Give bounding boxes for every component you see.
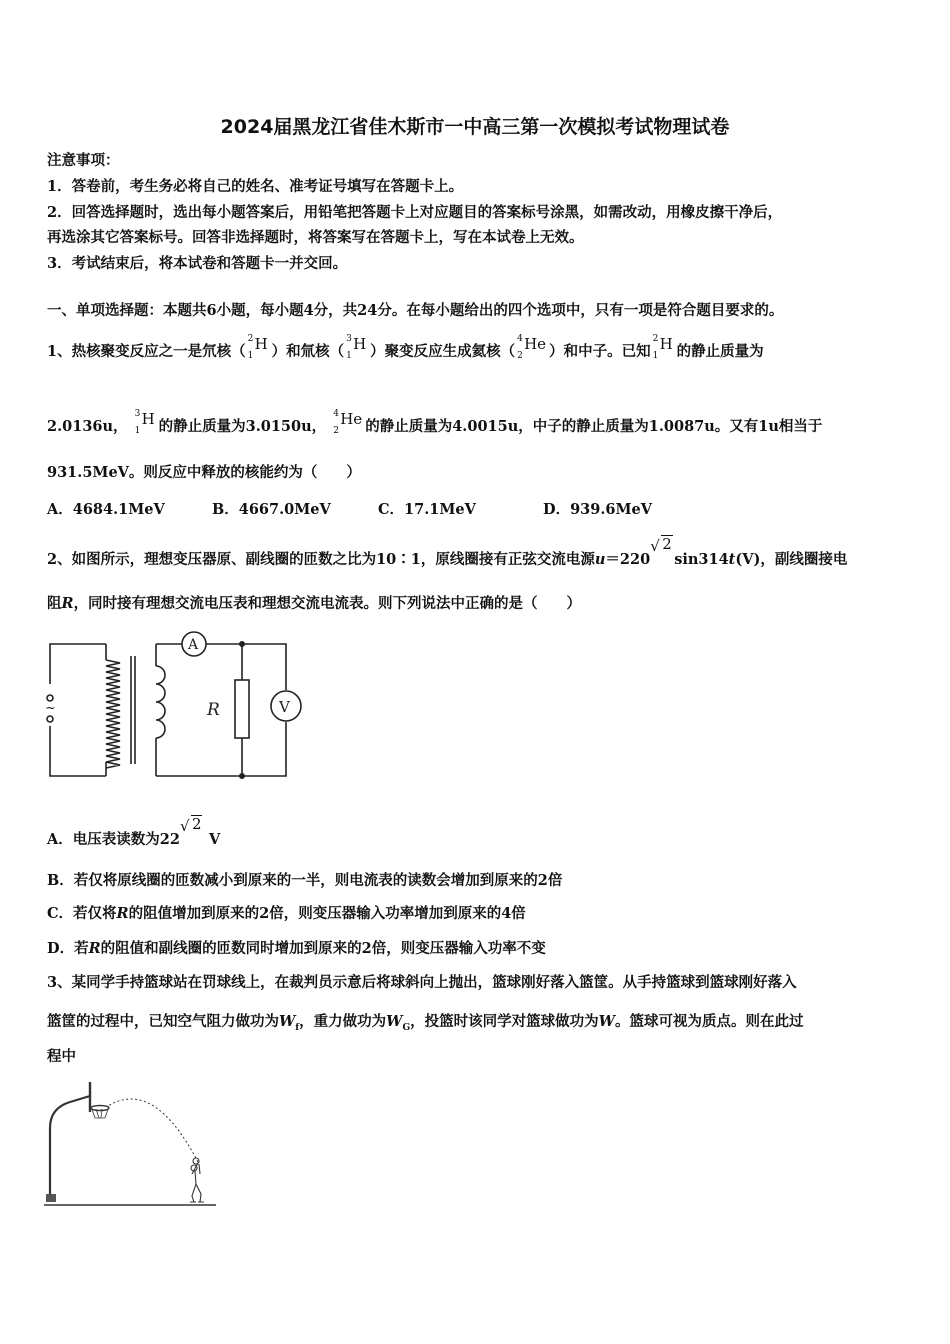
source-terminal-icon (47, 716, 53, 722)
svg-text:A: A (188, 637, 199, 653)
ac-source-icon: ~ (45, 701, 56, 716)
tritium-symbol: 3 1 H (134, 409, 155, 436)
q2-option-a: A．电压表读数为22 √ 2 V (47, 815, 221, 848)
secondary-coil-icon (156, 666, 165, 738)
notice-item: 1．答卷前，考生务必将自己的姓名、准考证号填写在答题卡上。 (47, 178, 464, 195)
hoop-pole-icon (50, 1096, 90, 1202)
primary-coil-icon (106, 660, 120, 768)
deuterium-symbol: 2 1 H (652, 334, 673, 361)
notice-item: 2．回答选择题时，选出每小题答案后，用铅笔把答题卡上对应题目的答案标号涂黑，如需改动，用橡皮擦干净后， (47, 204, 783, 221)
player-icon (190, 1158, 204, 1202)
q1-option-a: A．4684.1MeV (47, 501, 165, 518)
q2-option-d: D．若R的阻值和副线圈的匝数同时增加到原来的2倍，则变压器输入功率不变 (47, 940, 546, 957)
transformer-circuit-diagram (44, 626, 306, 782)
sqrt-2-symbol: √ 2 (179, 815, 202, 835)
q2-option-c: C．若仅将R的阻值增加到原来的2倍，则变压器输入功率增加到原来的4倍 (47, 905, 526, 922)
q2-line-2: 阻R，同时接有理想交流电压表和理想交流电流表。则下列说法中正确的是（ ） (47, 595, 582, 612)
q2-line-1: 2、如图所示，理想变压器原、副线圈的匝数之比为10∶1，原线圈接有正弦交流电源u＝220 √ 2 sin314t(V)，副线圈接电 (47, 535, 848, 568)
resistor-icon (235, 680, 249, 738)
helium-symbol: 4 2 He (333, 409, 363, 436)
helium-symbol: 4 2 He (517, 334, 547, 361)
q2-option-b: B．若仅将原线圈的匝数减小到原来的一半，则电流表的读数会增加到原来的2倍 (47, 872, 563, 889)
q3-line-1: 3、某同学手持篮球站在罚球线上，在裁判员示意后将球斜向上抛出，篮球刚好落入篮筐。从手持篮球到篮球刚好落入 (47, 974, 797, 991)
ball-trajectory (108, 1099, 198, 1162)
q3-line-2: 篮筐的过程中，已知空气阻力做功为$W_f$，重力做功为$W_G$，投篮时该同学对篮球做功为W。篮球可视为质点。则在此过 (47, 1013, 804, 1033)
q1-option-d: D．939.6MeV (543, 501, 653, 518)
deuterium-symbol: 2 1 H (247, 334, 268, 361)
page-title: 2024届黑龙江省佳木斯市一中高三第一次模拟考试物理试卷 (220, 116, 730, 138)
notice-item: 再选涂其它答案标号。回答非选择题时，将答案写在答题卡上，写在本试卷上无效。 (47, 229, 584, 246)
q1-line-1: 1、热核聚变反应之一是氘核（ 2 1 H ）和氚核（ 3 1 H ）聚变反应生成氦核（ 4 2 He ）和中子。已知 2 1 H 的静止质量为 (47, 334, 764, 361)
basket-rim-icon (91, 1106, 109, 1111)
section-header: 一、单项选择题：本题共6小题，每小题4分，共24分。在每小题给出的四个选项中，只有一项是符合题目要求的。 (47, 302, 784, 319)
notice-heading: 注意事项： (47, 152, 120, 169)
basketball-shot-diagram (44, 1078, 224, 1210)
sqrt-2-symbol: √ 2 (650, 535, 672, 555)
notice-item: 3．考试结束后，将本试卷和答题卡一并交回。 (47, 255, 348, 272)
q1-option-c: C．17.1MeV (378, 501, 476, 518)
junction-dot (239, 773, 245, 779)
tritium-symbol: 3 1 H (346, 334, 367, 361)
q1-line-2: 2.0136u， 3 1 H 的静止质量为3.0150u， 4 2 He 的静止质量为4.0015u，中子的静止质量为1.0087u。又有1u相当于 (47, 409, 823, 436)
q1-line-3: 931.5MeV。则反应中释放的核能约为（ ） (47, 464, 361, 481)
svg-text:V: V (279, 698, 290, 716)
q1-option-b: B．4667.0MeV (212, 501, 331, 518)
q3-line-3: 程中 (47, 1048, 76, 1065)
junction-dot (239, 641, 245, 647)
svg-text:R: R (207, 700, 220, 720)
